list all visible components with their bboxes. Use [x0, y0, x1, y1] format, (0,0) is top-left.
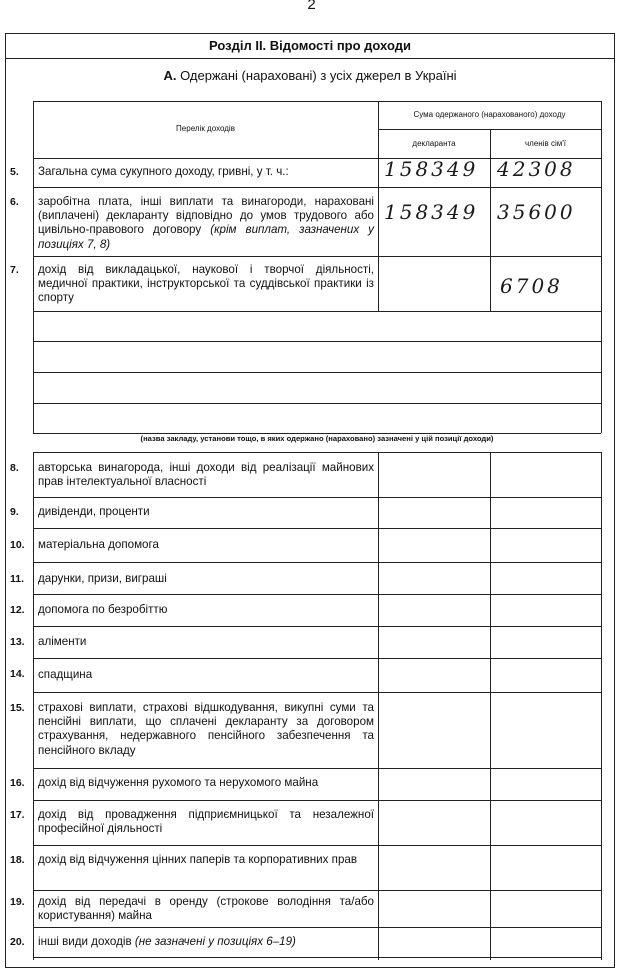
row-label: дивіденди, проценти: [38, 505, 150, 518]
table-border: [33, 890, 601, 891]
family-amount: 6708: [500, 274, 563, 298]
table-border: [33, 562, 601, 563]
row-label-note: (крім виплат, зазначених у позиціях 7, 8): [38, 223, 374, 251]
row-label: авторська винагорода, інші доходи від реалізації майнових прав інтелектуальної власності: [38, 461, 374, 489]
table-border: [378, 101, 379, 311]
row-label: [38, 935, 374, 949]
table-border: [33, 800, 601, 801]
table-border: [33, 403, 601, 404]
table-border: [33, 594, 601, 595]
table-border: [601, 452, 602, 960]
table-border: [33, 692, 601, 693]
row-number: 13.: [10, 636, 25, 648]
table-border: [33, 452, 34, 960]
table-border: [33, 372, 601, 373]
row-number: 15.: [10, 702, 25, 714]
table-border: [33, 626, 601, 627]
row-number: 5.: [10, 166, 19, 178]
row-label: допомога по безробіттю: [38, 603, 168, 616]
institution-caption: (назва закладу, установи тощо, в яких одержано (нараховано) зазначені у цій позиції доходи): [140, 434, 494, 443]
row-label: спадщина: [38, 668, 93, 681]
table-border: [33, 452, 601, 453]
table-border: [490, 452, 491, 960]
declarant-amount: 158349: [384, 200, 479, 224]
table-border: [33, 256, 601, 257]
header-income-list: Перелік доходів: [176, 124, 235, 133]
row-number: 9.: [10, 506, 19, 518]
table-border: [33, 187, 601, 188]
row-label: Загальна сума сукупного доходу, гривні, у т. ч.:: [38, 165, 289, 178]
row-number: 8.: [10, 462, 19, 474]
table-border: [33, 101, 601, 102]
table-border: [33, 101, 34, 433]
row-label: [38, 195, 374, 252]
row-label: дохід від провадження підприємницької та незалежної професійної діяльності: [38, 808, 374, 836]
table-border: [33, 845, 601, 846]
family-amount: 42308: [497, 157, 576, 181]
row-label: матеріальна допомога: [38, 538, 159, 551]
row-label-main: інші види доходів: [38, 935, 135, 948]
row-label: дарунки, призи, виграші: [38, 572, 167, 585]
table-border: [33, 658, 601, 659]
table-border: [378, 452, 379, 960]
table-border: [33, 768, 601, 769]
row-label: аліменти: [38, 635, 87, 648]
table-border: [33, 528, 601, 529]
table-border: [490, 129, 491, 311]
row-number: 17.: [10, 809, 25, 821]
table-border: [33, 311, 601, 312]
row-label: дохід від передачі в оренду (строкове володіння та/або користування) майна: [38, 895, 374, 923]
row-number: 18.: [10, 854, 25, 866]
subsection-letter: А.: [163, 68, 177, 83]
table-border: [33, 341, 601, 342]
row-label: страхові виплати, страхові відшкодування, викупні суми та пенсійні виплати, що сплачені декларанту за договором страхування, недержавного пенсійного забезпечення та пенсійного вкладу: [38, 701, 374, 757]
family-amount: 35600: [497, 200, 576, 224]
table-border: [33, 957, 601, 958]
row-label: дохід від відчуження рухомого та нерухомого майна: [38, 776, 319, 789]
header-family: членів сім'ї: [525, 139, 566, 148]
subsection-title: [5, 68, 615, 83]
row-number: 7.: [10, 264, 19, 276]
row-number: 10.: [10, 539, 25, 551]
row-number: 14.: [10, 668, 25, 680]
row-label: дохід від відчуження цінних паперів та корпоративних прав: [38, 853, 357, 866]
row-label-main: заробітна плата, інші виплати та винагороди, нараховані (виплачені) декларанту відповідно до умов трудового або цивільно-правового договору: [38, 195, 374, 237]
page-number: 2: [307, 0, 316, 13]
row-number: 19.: [10, 896, 25, 908]
subsection-text: Одержані (нараховані) з усіх джерел в Україні: [176, 68, 457, 83]
row-number: 11.: [10, 573, 25, 585]
header-declarant: декларанта: [412, 139, 456, 148]
table-border: [33, 927, 601, 928]
header-amount: Сума одержаного (нарахованого) доходу: [413, 110, 566, 119]
row-number: 16.: [10, 777, 25, 789]
table-border: [601, 101, 602, 433]
row-label: дохід від викладацької, наукової і творчої діяльності, медичної практики, інструкторської та суддівської практики із спорту: [38, 263, 374, 305]
row-label-note: (не зазначені у позиціях 6–19): [134, 935, 296, 948]
table-border: [33, 497, 601, 498]
row-number: 6.: [10, 196, 19, 208]
section-title: Розділ II. Відомості про доходи: [5, 33, 615, 59]
row-number: 12.: [10, 604, 25, 616]
declarant-amount: 158349: [384, 157, 479, 181]
row-number: 20.: [10, 936, 25, 948]
